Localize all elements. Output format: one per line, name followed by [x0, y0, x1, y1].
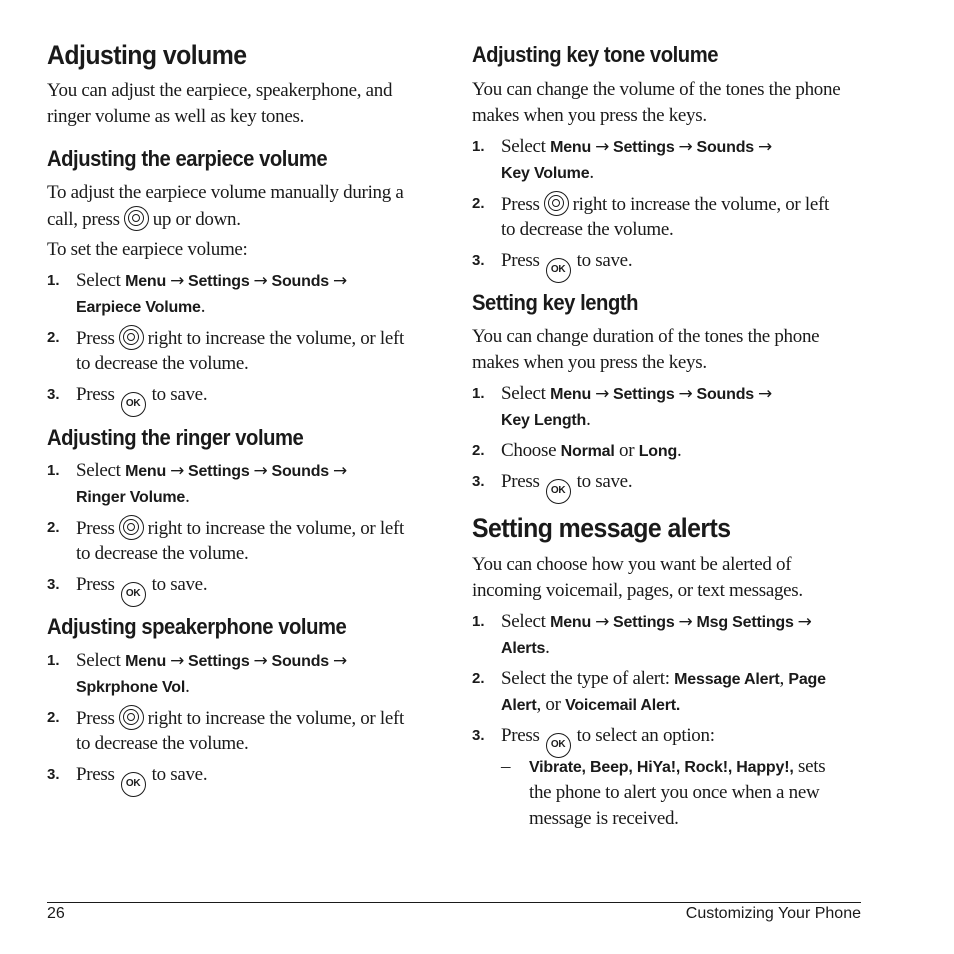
nav-key-icon [124, 206, 149, 231]
heading-key-tone-volume: Adjusting key tone volume [472, 42, 719, 67]
ok-key-icon: OK [121, 392, 146, 417]
earpiece-step-2-cont: to decrease the volume. [76, 353, 249, 374]
ok-key-icon: OK [546, 479, 571, 504]
keytone-step-2: Press right to increase the volume, or left [501, 191, 829, 218]
ringer-step-3: Press OK to save. [76, 572, 207, 607]
keytone-step-3: Press OK to save. [501, 248, 632, 283]
speaker-step-2-cont: to decrease the volume. [76, 733, 249, 754]
speaker-step-1: Select Menu → Settings → Sounds → [76, 650, 347, 671]
chapter-title: Customizing Your Phone [685, 905, 861, 922]
alerts-step-2-cont: Alert, or Voicemail Alert. [501, 694, 681, 715]
nav-key-icon [544, 191, 569, 216]
keytone-step-2-cont: to decrease the volume. [501, 219, 674, 240]
earpiece-p1-line2: call, press up or down. [47, 206, 241, 233]
earpiece-step-2: Press right to increase the volume, or left [76, 325, 404, 352]
alerts-options-line1: Vibrate, Beep, HiYa!, Rock!, Happy!, sets [529, 756, 826, 777]
keytone-intro-1: You can change the volume of the tones the phone [472, 79, 841, 100]
speaker-step-3: Press OK to save. [76, 762, 207, 797]
section-title-message-alerts: Setting message alerts [472, 513, 731, 543]
speaker-step-2: Press right to increase the volume, or left [76, 705, 404, 732]
keytone-intro-2: makes when you press the keys. [472, 105, 707, 126]
page-number: 26 [47, 905, 65, 922]
alerts-options-line2: the phone to alert you once when a new [529, 782, 820, 803]
earpiece-step-3: Press OK to save. [76, 382, 207, 417]
alerts-step-1-cont: Alerts. [501, 637, 550, 658]
speaker-step-1-cont: Spkrphone Vol. [76, 676, 190, 697]
footer-rule [47, 902, 861, 903]
nav-key-icon [119, 705, 144, 730]
alerts-step-1: Select Menu → Settings → Msg Settings → [501, 611, 812, 632]
earpiece-p2: To set the earpiece volume: [47, 239, 248, 260]
keylength-step-3: Press OK to save. [501, 469, 632, 504]
alerts-options-line3: message is received. [529, 808, 679, 829]
earpiece-step-1: Select Menu → Settings → Sounds → [76, 270, 347, 291]
keylength-step-2: Choose Normal or Long. [501, 440, 682, 461]
alerts-intro-2: incoming voicemail, pages, or text messages. [472, 580, 803, 601]
ringer-step-1: Select Menu → Settings → Sounds → [76, 460, 347, 481]
ringer-step-1-cont: Ringer Volume. [76, 486, 190, 507]
section-title-adjusting-volume: Adjusting volume [47, 40, 247, 70]
alerts-intro-1: You can choose how you want be alerted of [472, 554, 792, 575]
ringer-step-2-cont: to decrease the volume. [76, 543, 249, 564]
heading-key-length: Setting key length [472, 290, 639, 315]
intro-line-2: ringer volume as well as key tones. [47, 106, 305, 127]
keylength-intro-1: You can change duration of the tones the phone [472, 326, 820, 347]
ok-key-icon: OK [546, 733, 571, 758]
nav-key-icon [119, 515, 144, 540]
keytone-step-1: Select Menu → Settings → Sounds → [501, 136, 772, 157]
heading-speakerphone-volume: Adjusting speakerphone volume [47, 614, 347, 639]
keylength-intro-2: makes when you press the keys. [472, 352, 707, 373]
earpiece-p1-line1: To adjust the earpiece volume manually during a [47, 182, 404, 203]
nav-key-icon [119, 325, 144, 350]
keytone-step-1-cont: Key Volume. [501, 162, 594, 183]
heading-earpiece-volume: Adjusting the earpiece volume [47, 146, 328, 171]
ok-key-icon: OK [121, 772, 146, 797]
keylength-step-1-cont: Key Length. [501, 409, 591, 430]
ringer-step-2: Press right to increase the volume, or left [76, 515, 404, 542]
keylength-step-1: Select Menu → Settings → Sounds → [501, 383, 772, 404]
option-dash: – [501, 756, 511, 777]
alerts-step-3: Press OK to select an option: [501, 723, 715, 758]
heading-ringer-volume: Adjusting the ringer volume [47, 425, 304, 450]
earpiece-step-1-cont: Earpiece Volume. [76, 296, 206, 317]
ok-key-icon: OK [121, 582, 146, 607]
intro-line-1: You can adjust the earpiece, speakerphone, and [47, 80, 393, 101]
alerts-step-2: Select the type of alert: Message Alert, Page [501, 668, 826, 689]
ok-key-icon: OK [546, 258, 571, 283]
